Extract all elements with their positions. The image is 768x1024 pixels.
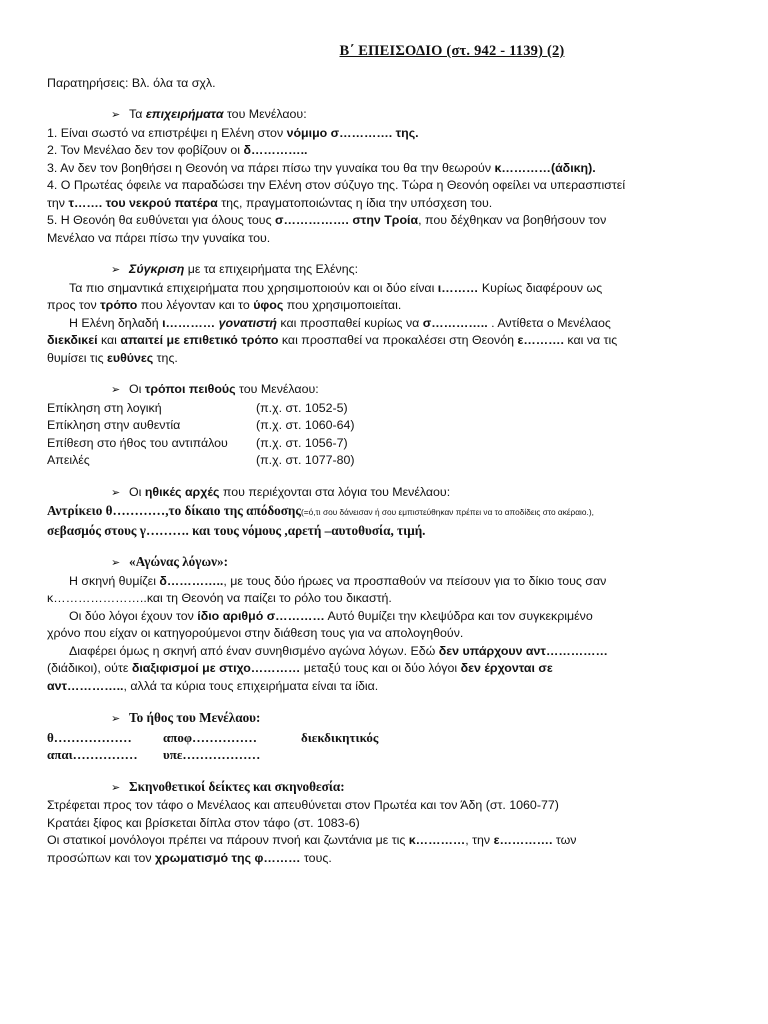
list-item: 1. Είναι σωστό να επιστρέψει η Ελένη στον νόμιμο σ…………. της. [47,125,419,140]
section-heading: ➢ «Αγώνας λόγων»: [111,553,721,573]
document-title: Β΄ ΕΠΕΙΣΟΔΙΟ (στ. 942 - 1139) (2) [339,43,565,59]
section-comparison [47,261,721,367]
arrow-bullet-icon: ➢ [111,713,121,725]
section-heading: ➢ Το ήθος του Μενέλαου: [111,709,721,729]
paragraph-line: Τα πιο σημαντικά επιχειρήματα που χρησιμοποιούν και οι δύο είναι ι……… Κυρίως διαφέρουν ως [69,280,603,295]
list-item: 4. Ο Πρωτέας όφειλε να παραδώσει την Ελένη στον σύζυγο της. Τώρα η Θεονόη οφείλει να υπερασπιστεί [47,178,626,192]
section-heading: ➢ Οι τρόποι πειθούς του Μενέλαου: [111,381,721,400]
paragraph-line: Η σκηνή θυμίζει δ………….., με τους δύο ήρωες να προσπαθούν να πείσουν για το δίκιο τους σαν [69,573,607,588]
blank-field: θ……………… [47,729,132,745]
list-item-ref: (π.χ. στ. 1052-5) [256,400,348,415]
list-item-ref: (π.χ. στ. 1056-7) [256,435,348,450]
paragraph-line: Διαφέρει όμως η σκηνή από έναν συνηθισμένο αγώνα λόγων. Εδώ δεν υπάρχουν αντ…………… [69,643,608,658]
paragraph-line: προσώπων και τον χρωματισμό της φ……… τους. [47,850,332,865]
paragraph-line: Οι στατικοί μονόλογοι πρέπει να πάρουν πνοή και ζωντάνια με τις κ…………, την ε…………. των [47,833,577,847]
paragraph-line: Η Ελένη δηλαδή ι………… γονατιστή και προσπαθεί κυρίως να σ………….. . Αντίθετα ο Μενέλαος [69,315,611,330]
ethos-trait: διεκδικητικός [301,729,379,745]
paragraph-line: Οι δύο λόγοι έχουν τον ίδιο αριθμό σ………… Αυτό θυμίζει την κλεψύδρα και τον συγκεκριμένο [69,608,593,623]
paragraph-line: Κρατάει ξίφος και βρίσκεται δίπλα στον τάφο (στ. 1083-6) [47,815,360,830]
paragraph-line: Στρέφεται προς τον τάφο ο Μενέλαος και απευθύνεται στον Πρωτέα και τον Άδη (στ. 1060-77) [47,798,559,812]
blank-field: υπε……………… [163,747,261,762]
document-page [47,43,721,881]
list-item: 2. Τον Μενέλαο δεν τον φοβίζουν οι δ………….. [47,143,308,157]
paragraph-line: Αντρίκειο θ…………,το δίκαιο της απόδοσης(=ό,τι σου δάνεισαν ή σου εμπιστεύθηκαν πρέπει να το αποδίδεις στο ακέραιο.), [47,503,594,518]
paragraph-line: θυμίσει τις ευθύνες της. [47,350,178,365]
arrow-bullet-icon: ➢ [111,781,121,794]
section-heading: ➢ Σύγκριση με τα επιχειρήματα της Ελένης: [111,261,721,280]
section-agon [47,553,721,695]
arrow-bullet-icon: ➢ [111,557,121,569]
list-item-continued: Μενέλαο να πάρει πίσω την γυναίκα του. [47,230,271,245]
list-item-ref: (π.χ. στ. 1060-64) [256,418,355,432]
list-item-label: Επίκληση στην αυθεντία [47,418,181,432]
section-heading: ➢ Σκηνοθετικοί δείκτες και σκηνοθεσία: [111,778,721,798]
blank-field: απαι…………… [47,747,138,762]
paragraph-line: (διάδικοι), ούτε διαξιφισμοί με στιχο………… μεταξύ τους και οι δύο λόγοι δεν έρχονται σε [47,661,553,675]
paragraph-line: αντ………….., αλλά τα κύρια τους επιχειρήματα είναι τα ίδια. [47,678,379,693]
section-persuasion [47,381,721,470]
paragraph-line: χρόνο που είχαν οι κατηγορούμενοι στην διάθεση τους για να απολογηθούν. [47,626,464,640]
paragraph-line: κ…………………..και τη Θεονόη να παίζει το ρόλο του δικαστή. [47,591,392,605]
blank-field: αποφ…………… [163,729,257,745]
section-ethical-principles [47,484,721,540]
arrow-bullet-icon: ➢ [111,264,121,276]
note-line: Παρατηρήσεις: Βλ. όλα τα σχλ. [47,75,216,90]
section-arguments [47,106,721,247]
list-item-continued: την τ……. του νεκρού πατέρα της, πραγματοποιώντας η ίδια την υπόσχεση του. [47,195,493,210]
section-ethos [47,709,721,764]
list-item-label: Επίκληση στη λογική [47,400,162,415]
list-item-ref: (π.χ. στ. 1077-80) [256,453,355,467]
list-item: 5. Η Θεονόη θα ευθύνεται για όλους τους σ……………. στην Τροία, που δέχθηκαν να βοηθήσουν τον [47,213,607,227]
arrow-bullet-icon: ➢ [111,486,121,499]
section-heading: ➢ Τα επιχειρήματα του Μενέλαου: [111,106,721,125]
section-heading: ➢ Οι ηθικές αρχές που περιέχονται στα λόγια του Μενέλαου: [111,484,721,503]
persuasion-list [47,400,721,470]
list-item: 3. Αν δεν τον βοηθήσει η Θεονόη να πάρει πίσω την γυναίκα του θα την θεωρούν κ…………(άδικη). [47,160,596,175]
paragraph-line: διεκδικεί και απαιτεί με επιθετικό τρόπο και προσπαθεί να προκαλέσει στη Θεονόη ε………. και να τις [47,333,618,347]
list-item-label: Επίθεση στο ήθος του αντιπάλου [47,435,228,450]
paragraph-line: σεβασμός στους γ………. και τους νόμους ,αρετή –αυτοθυσία, τιμή. [47,522,426,538]
list-item-label: Απειλές [47,453,90,467]
paragraph-line: προς τον τρόπο που λέγονταν και το ύφος που χρησιμοποιείται. [47,298,402,312]
arrow-bullet-icon: ➢ [111,109,121,121]
ethos-grid [47,729,721,764]
section-stage-directions [47,778,721,868]
arrow-bullet-icon: ➢ [111,384,121,396]
